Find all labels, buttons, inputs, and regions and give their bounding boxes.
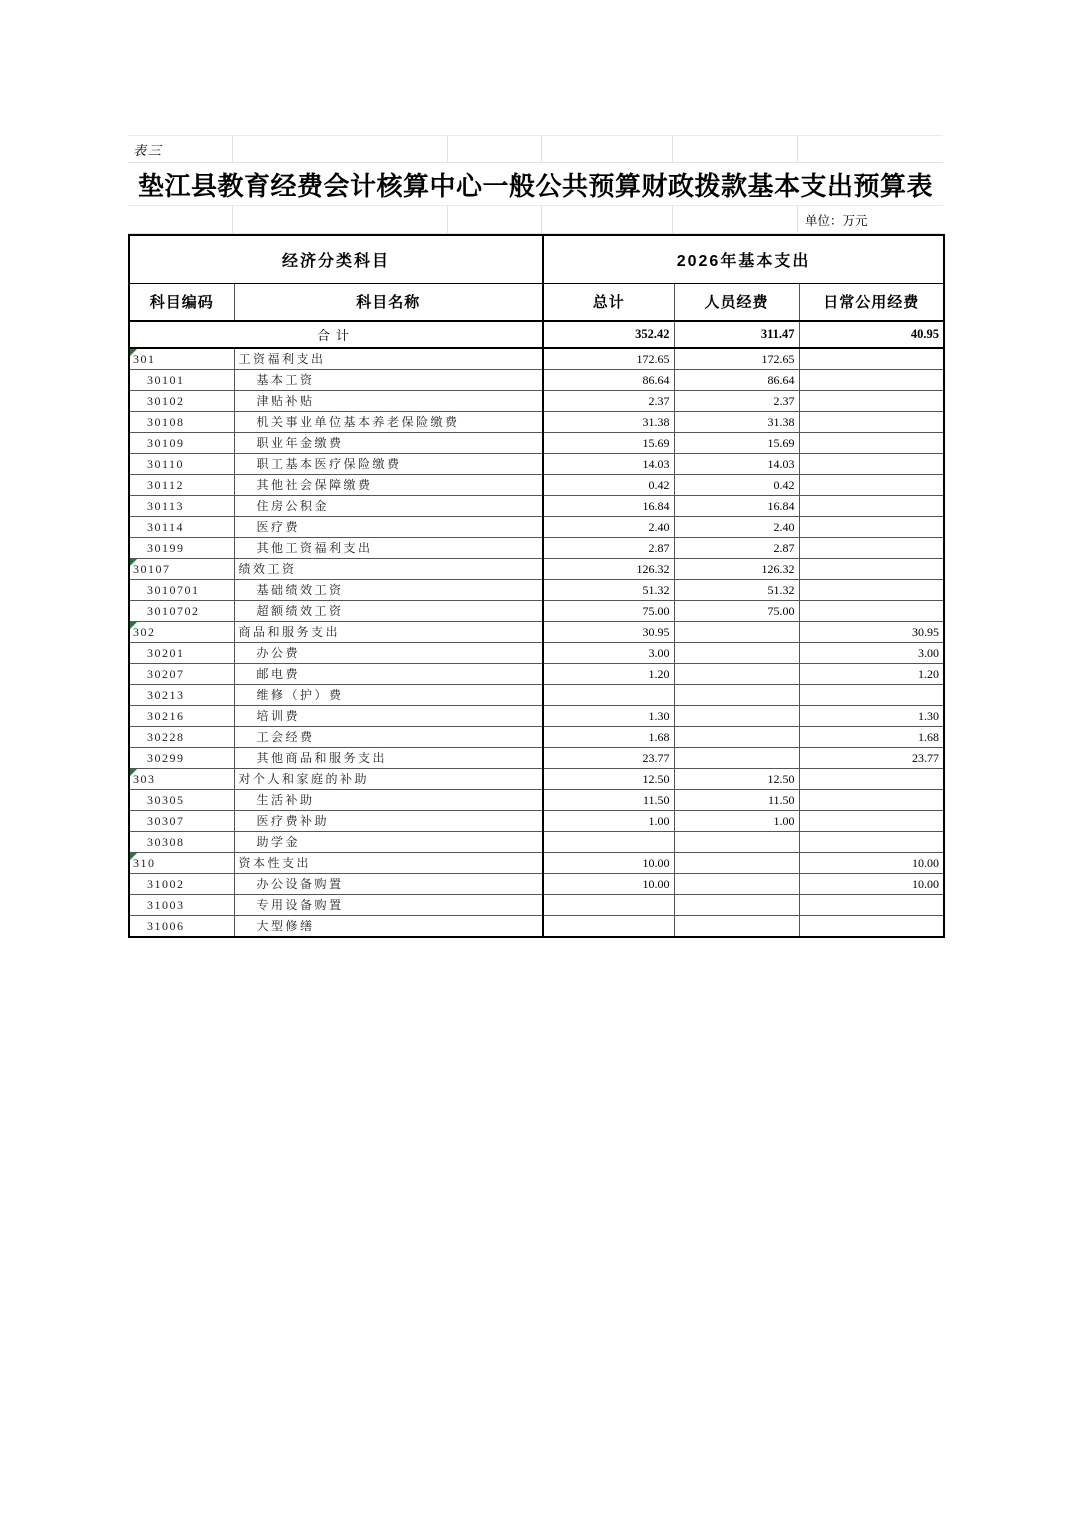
total-value-cell: 10.00 (543, 853, 674, 874)
daily-value-cell (799, 895, 944, 916)
title-row (128, 163, 943, 206)
daily-value-cell (799, 517, 944, 538)
excel-flag-triangle-icon (130, 853, 137, 860)
grid-cell (798, 206, 943, 233)
subject-name-cell: 资本性支出 (234, 853, 543, 874)
table-row (129, 664, 944, 685)
budget-table (128, 234, 945, 938)
personnel-value-cell (674, 895, 799, 916)
table-row (129, 748, 944, 769)
subject-code: 30305 (147, 793, 185, 807)
subject-code: 30114 (147, 520, 185, 534)
table-row (129, 769, 944, 790)
subject-code: 30108 (147, 415, 185, 429)
subject-code: 31003 (147, 898, 185, 912)
excel-flag-triangle-icon (130, 559, 137, 566)
header-group-row (129, 235, 944, 283)
col-header-personnel-funds: 人员经费 (674, 283, 799, 321)
subject-name-cell: 对个人和家庭的补助 (234, 769, 543, 790)
excel-flag-triangle-icon (130, 622, 137, 629)
subject-name-cell: 医疗费补助 (234, 811, 543, 832)
subject-code-cell (129, 454, 234, 475)
subject-name-cell: 大型修缮 (234, 916, 543, 938)
grid-cell (448, 206, 542, 233)
daily-value-cell (799, 601, 944, 622)
excel-flag-triangle-icon (130, 769, 137, 776)
personnel-value-cell: 126.32 (674, 559, 799, 580)
personnel-value-cell: 2.87 (674, 538, 799, 559)
table-row (129, 853, 944, 874)
total-value-cell (543, 685, 674, 706)
total-value-cell: 3.00 (543, 643, 674, 664)
subject-name-cell: 其他工资福利支出 (234, 538, 543, 559)
daily-value-cell (799, 370, 944, 391)
total-value-cell: 172.65 (543, 348, 674, 370)
subject-code: 30213 (147, 688, 185, 702)
subject-code-cell (129, 916, 234, 938)
table-row (129, 559, 944, 580)
sheet-label-row (128, 135, 943, 163)
table-row (129, 370, 944, 391)
total-value-cell: 30.95 (543, 622, 674, 643)
subject-code: 30101 (147, 373, 185, 387)
grid-cell (798, 136, 943, 162)
daily-value-cell: 23.77 (799, 748, 944, 769)
total-value-cell: 10.00 (543, 874, 674, 895)
daily-value-cell (799, 685, 944, 706)
daily-value-cell (799, 559, 944, 580)
daily-value-cell: 1.20 (799, 664, 944, 685)
table-row (129, 475, 944, 496)
subject-code: 301 (133, 352, 156, 366)
table-row (129, 685, 944, 706)
personnel-value-cell: 2.40 (674, 517, 799, 538)
subject-code-cell (129, 496, 234, 517)
header-economic-classification: 经济分类科目 (129, 235, 543, 283)
daily-value-cell (799, 580, 944, 601)
total-value-cell: 1.68 (543, 727, 674, 748)
personnel-value-cell: 172.65 (674, 348, 799, 370)
grid-cell (233, 136, 448, 162)
grand-total-sum: 352.42 (543, 321, 674, 348)
subject-code: 3010702 (147, 604, 200, 618)
subject-code-cell (129, 706, 234, 727)
spreadsheet-area (128, 135, 943, 938)
personnel-value-cell (674, 748, 799, 769)
subject-name-cell: 办公设备购置 (234, 874, 543, 895)
daily-value-cell (799, 916, 944, 938)
subject-name-cell: 绩效工资 (234, 559, 543, 580)
personnel-value-cell: 12.50 (674, 769, 799, 790)
col-header-daily-public-funds: 日常公用经费 (799, 283, 944, 321)
table-row (129, 874, 944, 895)
subject-name-cell: 工会经费 (234, 727, 543, 748)
personnel-value-cell (674, 727, 799, 748)
daily-value-cell (799, 412, 944, 433)
subject-code: 302 (133, 625, 156, 639)
daily-value-cell: 10.00 (799, 853, 944, 874)
total-value-cell: 11.50 (543, 790, 674, 811)
grand-total-label: 合计 (129, 321, 543, 348)
table-row (129, 433, 944, 454)
table-row (129, 496, 944, 517)
personnel-value-cell: 31.38 (674, 412, 799, 433)
subject-name-cell: 生活补助 (234, 790, 543, 811)
daily-value-cell (799, 790, 944, 811)
subject-code: 30199 (147, 541, 185, 555)
table-row (129, 517, 944, 538)
personnel-value-cell (674, 643, 799, 664)
subject-name-cell: 基本工资 (234, 370, 543, 391)
daily-value-cell (799, 769, 944, 790)
subject-code-cell (129, 580, 234, 601)
subject-name-cell: 职业年金缴费 (234, 433, 543, 454)
daily-value-cell (799, 496, 944, 517)
daily-value-cell (799, 433, 944, 454)
personnel-value-cell: 75.00 (674, 601, 799, 622)
subject-code: 30216 (147, 709, 185, 723)
subject-name-cell: 基础绩效工资 (234, 580, 543, 601)
table-row (129, 454, 944, 475)
grid-cell (673, 206, 798, 233)
subject-code: 30228 (147, 730, 185, 744)
subject-name-cell: 工资福利支出 (234, 348, 543, 370)
personnel-value-cell (674, 664, 799, 685)
personnel-value-cell: 1.00 (674, 811, 799, 832)
total-value-cell: 23.77 (543, 748, 674, 769)
total-value-cell: 2.87 (543, 538, 674, 559)
table-row (129, 832, 944, 853)
table-row (129, 811, 944, 832)
subject-name-cell: 医疗费 (234, 517, 543, 538)
total-value-cell: 12.50 (543, 769, 674, 790)
subject-code-cell (129, 874, 234, 895)
table-row (129, 895, 944, 916)
table-row (129, 601, 944, 622)
total-value-cell: 31.38 (543, 412, 674, 433)
subject-code-cell (129, 517, 234, 538)
daily-value-cell (799, 348, 944, 370)
subject-name-cell: 其他商品和服务支出 (234, 748, 543, 769)
unit-note: 单位：万元 (805, 213, 868, 228)
subject-code-cell (129, 622, 234, 643)
daily-value-cell (799, 454, 944, 475)
personnel-value-cell: 0.42 (674, 475, 799, 496)
total-value-cell (543, 895, 674, 916)
subject-code-cell (129, 664, 234, 685)
subject-code-cell (129, 748, 234, 769)
total-value-cell (543, 832, 674, 853)
daily-value-cell (799, 475, 944, 496)
personnel-value-cell: 14.03 (674, 454, 799, 475)
daily-value-cell (799, 811, 944, 832)
subject-code-cell (129, 475, 234, 496)
subject-code: 31002 (147, 877, 185, 891)
table-row (129, 643, 944, 664)
subject-code: 30201 (147, 646, 185, 660)
subject-code: 30110 (147, 457, 185, 471)
subject-code-cell (129, 811, 234, 832)
subject-code: 30308 (147, 835, 185, 849)
subject-code-cell (129, 348, 234, 370)
page-title: 垫江县教育经费会计核算中心一般公共预算财政拨款基本支出预算表 (137, 170, 933, 201)
subject-name-cell: 助学金 (234, 832, 543, 853)
subject-name-cell: 职工基本医疗保险缴费 (234, 454, 543, 475)
subject-code-cell (129, 790, 234, 811)
daily-value-cell: 30.95 (799, 622, 944, 643)
total-value-cell: 1.00 (543, 811, 674, 832)
subject-name-cell: 培训费 (234, 706, 543, 727)
subject-code-cell (129, 643, 234, 664)
subject-code: 30113 (147, 499, 185, 513)
grid-cell (128, 136, 233, 162)
personnel-value-cell: 51.32 (674, 580, 799, 601)
grid-cell (233, 206, 448, 233)
daily-value-cell: 1.30 (799, 706, 944, 727)
total-value-cell (543, 916, 674, 938)
header-columns-row (129, 283, 944, 321)
total-value-cell: 2.37 (543, 391, 674, 412)
header-2026-basic-expenditure: 2026年基本支出 (543, 235, 944, 283)
subject-name-cell: 超额绩效工资 (234, 601, 543, 622)
grid-cell (448, 136, 542, 162)
personnel-value-cell (674, 706, 799, 727)
subject-name-cell: 邮电费 (234, 664, 543, 685)
personnel-value-cell (674, 853, 799, 874)
total-value-cell: 2.40 (543, 517, 674, 538)
subject-code-cell (129, 538, 234, 559)
total-value-cell: 75.00 (543, 601, 674, 622)
subject-code: 30112 (147, 478, 185, 492)
personnel-value-cell (674, 916, 799, 938)
subject-code-cell (129, 391, 234, 412)
personnel-value-cell (674, 685, 799, 706)
total-value-cell: 86.64 (543, 370, 674, 391)
subject-code-cell (129, 370, 234, 391)
personnel-value-cell: 11.50 (674, 790, 799, 811)
personnel-value-cell: 86.64 (674, 370, 799, 391)
subject-code-cell (129, 601, 234, 622)
personnel-value-cell: 2.37 (674, 391, 799, 412)
table-row (129, 412, 944, 433)
personnel-value-cell (674, 832, 799, 853)
subject-name-cell: 专用设备购置 (234, 895, 543, 916)
table-row (129, 622, 944, 643)
daily-value-cell: 3.00 (799, 643, 944, 664)
subject-code: 3010701 (147, 583, 200, 597)
total-value-cell: 15.69 (543, 433, 674, 454)
subject-code: 30299 (147, 751, 185, 765)
table-row (129, 790, 944, 811)
daily-value-cell: 10.00 (799, 874, 944, 895)
table-row (129, 916, 944, 938)
grid-cell (128, 206, 233, 233)
personnel-value-cell: 16.84 (674, 496, 799, 517)
subject-code-cell (129, 433, 234, 454)
subject-name-cell: 住房公积金 (234, 496, 543, 517)
table-row (129, 727, 944, 748)
subject-code-cell (129, 727, 234, 748)
grid-cell (542, 206, 673, 233)
subject-code: 30107 (133, 562, 171, 576)
daily-value-cell: 1.68 (799, 727, 944, 748)
subject-code-cell (129, 853, 234, 874)
table-row (129, 348, 944, 370)
table-row (129, 706, 944, 727)
grid-cell (542, 136, 673, 162)
subject-code-cell (129, 685, 234, 706)
col-header-total: 总计 (543, 283, 674, 321)
total-value-cell: 14.03 (543, 454, 674, 475)
total-value-cell: 51.32 (543, 580, 674, 601)
subject-code: 30207 (147, 667, 185, 681)
subject-code: 31006 (147, 919, 185, 933)
subject-name-cell: 其他社会保障缴费 (234, 475, 543, 496)
subject-name-cell: 津贴补贴 (234, 391, 543, 412)
total-value-cell: 16.84 (543, 496, 674, 517)
table-body (129, 321, 944, 937)
table-row (129, 391, 944, 412)
total-value-cell: 1.30 (543, 706, 674, 727)
sheet-label: 表三 (133, 142, 164, 158)
subject-code-cell (129, 412, 234, 433)
subject-code: 303 (133, 772, 156, 786)
grand-total-row (129, 321, 944, 348)
subject-code-cell (129, 895, 234, 916)
subject-name-cell: 商品和服务支出 (234, 622, 543, 643)
table-row (129, 538, 944, 559)
subject-code-cell (129, 832, 234, 853)
total-value-cell: 1.20 (543, 664, 674, 685)
subject-name-cell: 机关事业单位基本养老保险缴费 (234, 412, 543, 433)
total-value-cell: 0.42 (543, 475, 674, 496)
subject-code: 30109 (147, 436, 185, 450)
grand-total-personnel: 311.47 (674, 321, 799, 348)
table-row (129, 580, 944, 601)
subject-code-cell (129, 559, 234, 580)
daily-value-cell (799, 832, 944, 853)
subject-code: 310 (133, 856, 156, 870)
excel-flag-triangle-icon (130, 349, 137, 356)
subject-name-cell: 维修（护）费 (234, 685, 543, 706)
total-value-cell: 126.32 (543, 559, 674, 580)
grid-cell (673, 136, 798, 162)
subject-code-cell (129, 769, 234, 790)
daily-value-cell (799, 538, 944, 559)
subject-code: 30102 (147, 394, 185, 408)
unit-row (128, 206, 943, 234)
personnel-value-cell (674, 874, 799, 895)
subject-code: 30307 (147, 814, 185, 828)
grand-total-daily: 40.95 (799, 321, 944, 348)
col-header-subject-code: 科目编码 (129, 283, 234, 321)
col-header-subject-name: 科目名称 (234, 283, 543, 321)
subject-name-cell: 办公费 (234, 643, 543, 664)
personnel-value-cell: 15.69 (674, 433, 799, 454)
daily-value-cell (799, 391, 944, 412)
personnel-value-cell (674, 622, 799, 643)
